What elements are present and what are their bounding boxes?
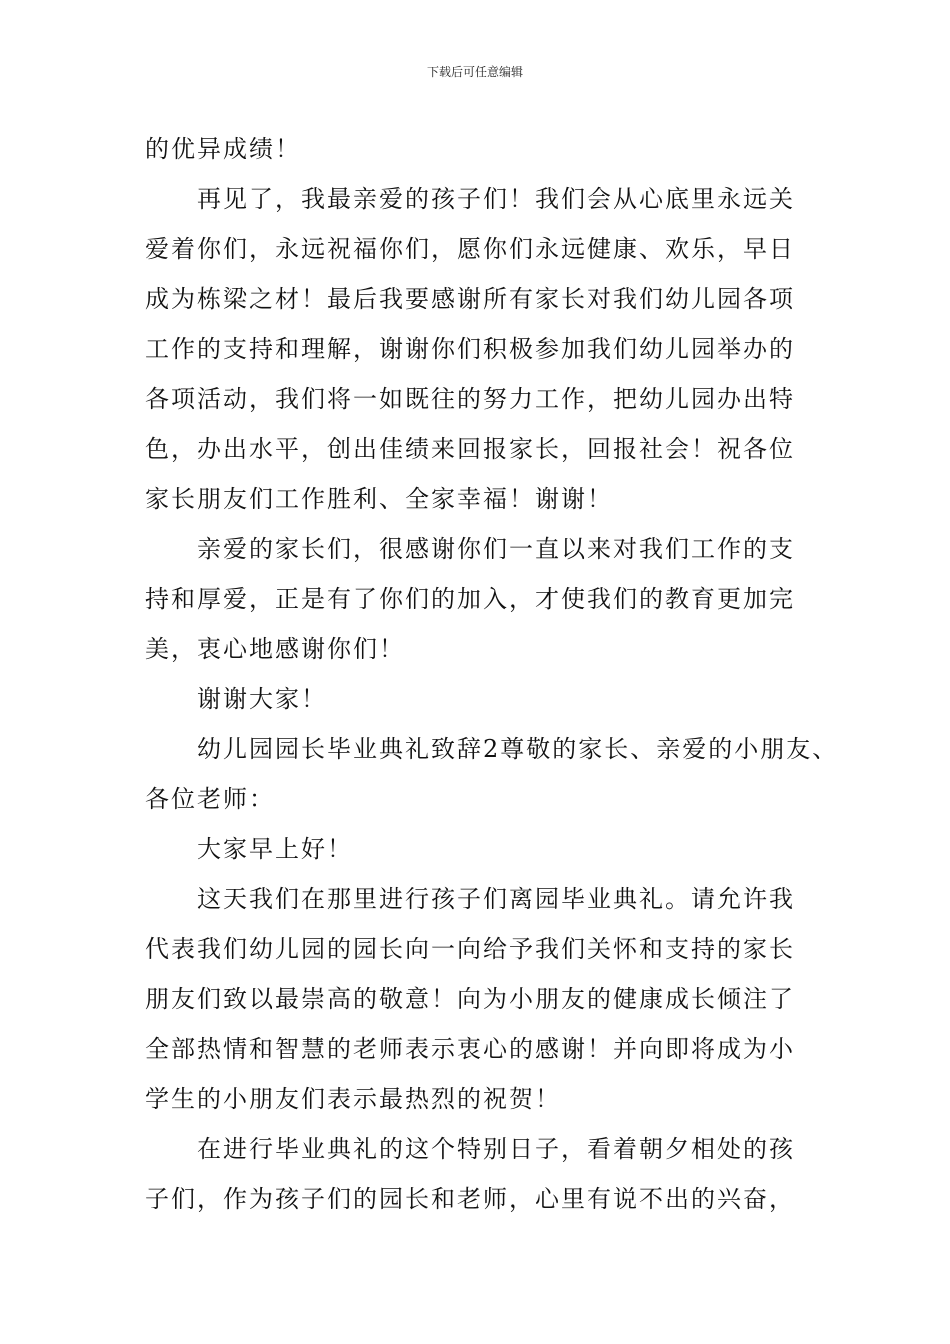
- text-line: 家长朋友们工作胜利、全家幸福！谢谢！: [145, 485, 613, 513]
- text-line: 大家早上好！: [197, 835, 353, 863]
- text-line: 亲爱的家长们，很感谢你们一直以来对我们工作的支: [197, 535, 795, 563]
- text-line: 各位老师：: [145, 785, 275, 813]
- text-line: 朋友们致以最崇高的敬意！向为小朋友的健康成长倾注了: [145, 985, 795, 1013]
- text-line: 再见了，我最亲爱的孩子们！我们会从心底里永远关: [197, 185, 795, 213]
- text-line: 美，衷心地感谢你们！: [145, 635, 405, 663]
- text-line: 全部热情和智慧的老师表示衷心的感谢！并向即将成为小: [145, 1035, 795, 1063]
- text-line: 持和厚爱，正是有了你们的加入，才使我们的教育更加完: [145, 585, 795, 613]
- text-line: 在进行毕业典礼的这个特别日子，看着朝夕相处的孩: [197, 1135, 795, 1163]
- text-line: 幼儿园园长毕业典礼致辞2尊敬的家长、亲爱的小朋友、: [197, 735, 839, 763]
- document-body: [145, 124, 839, 1224]
- text-line: 子们，作为孩子们的园长和老师，心里有说不出的兴奋，: [145, 1185, 795, 1213]
- text-line: 爱着你们，永远祝福你们，愿你们永远健康、欢乐，早日: [145, 235, 795, 263]
- text-line: 的优异成绩！: [145, 135, 301, 163]
- text-line: 这天我们在那里进行孩子们离园毕业典礼。请允许我: [197, 885, 795, 913]
- text-line: 学生的小朋友们表示最热烈的祝贺！: [145, 1085, 561, 1113]
- text-line: 谢谢大家！: [197, 685, 327, 713]
- text-line: 工作的支持和理解，谢谢你们积极参加我们幼儿园举办的: [145, 335, 795, 363]
- text-line: 色，办出水平，创出佳绩来回报家长，回报社会！祝各位: [145, 435, 795, 463]
- page-header: 下载后可任意编辑: [426, 65, 523, 79]
- text-line: 代表我们幼儿园的园长向一向给予我们关怀和支持的家长: [145, 935, 795, 963]
- text-line: 成为栋梁之材！最后我要感谢所有家长对我们幼儿园各项: [145, 285, 795, 313]
- text-line: 各项活动，我们将一如既往的努力工作，把幼儿园办出特: [145, 385, 795, 413]
